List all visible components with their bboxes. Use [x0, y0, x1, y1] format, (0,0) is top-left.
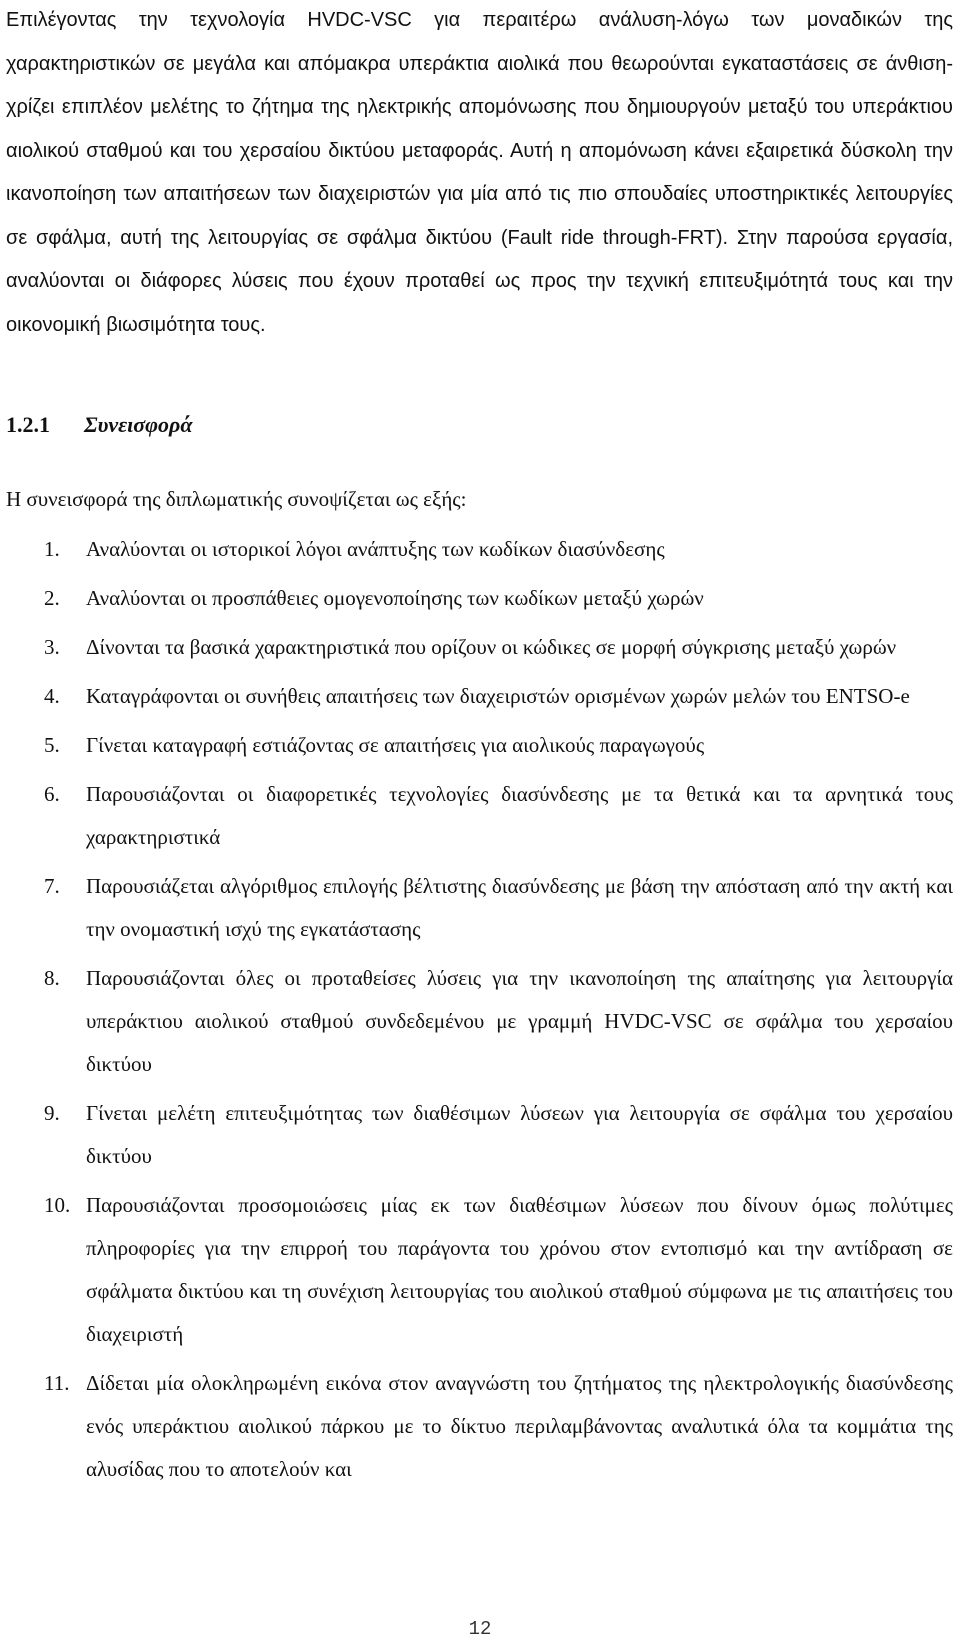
list-item-text: Δίνονται τα βασικά χαρακτηριστικά που ορίζουν οι κώδικες σε μορφή σύγκρισης μεταξύ χωρών	[86, 635, 897, 659]
list-item-text: Παρουσιάζονται οι διαφορετικές τεχνολογίες διασύνδεσης με τα θετικά και τα αρνητικά τους χαρακτηριστικά	[86, 782, 953, 849]
body-paragraph-block	[6, 0, 953, 347]
section-title: Συνεισφορά	[84, 412, 193, 437]
list-item-text: Δίδεται μία ολοκληρωμένη εικόνα στον αναγνώστη του ζητήματος της ηλεκτρολογικής διασύνδεσης ενός υπεράκτιου αιολικού πάρκου με το δίκτυο περιλαμβάνοντας αναλυτικά όλα τα κομμάτια της αλυσίδας που το αποτελούν και	[86, 1371, 953, 1481]
list-item	[6, 675, 953, 718]
list-item-number: 7.	[44, 874, 60, 898]
list-item-number: 4.	[44, 684, 60, 708]
list-item	[6, 773, 953, 859]
contribution-list	[6, 528, 953, 1497]
list-item-text: Αναλύονται οι ιστορικοί λόγοι ανάπτυξης των κωδίκων διασύνδεσης	[86, 537, 665, 561]
list-item	[6, 528, 953, 571]
list-item-number: 3.	[44, 635, 60, 659]
list-item-text: Γίνεται καταγραφή εστιάζοντας σε απαιτήσεις για αιολικούς παραγωγούς	[86, 733, 705, 757]
list-item-number: 6.	[44, 782, 60, 806]
list-item	[6, 1092, 953, 1178]
section-number: 1.2.1	[6, 412, 50, 437]
list-item-number: 9.	[44, 1101, 60, 1125]
list-item	[6, 626, 953, 669]
list-item-number: 1.	[44, 537, 60, 561]
list-item	[6, 1362, 953, 1491]
contribution-intro: Η συνεισφορά της διπλωματικής συνοψίζεται ως εξής:	[6, 487, 467, 511]
section-heading	[6, 410, 953, 440]
list-item-text: Καταγράφονται οι συνήθεις απαιτήσεις των διαχειριστών ορισμένων χωρών μελών του ENTSO-e	[86, 684, 910, 708]
list-item-number: 8.	[44, 966, 60, 990]
list-item-number: 2.	[44, 586, 60, 610]
list-item	[6, 577, 953, 620]
body-paragraph: Επιλέγοντας την τεχνολογία HVDC-VSC για περαιτέρω ανάλυση-λόγω των μοναδικών της χαρακτηριστικών σε μεγάλα και απόμακρα υπεράκτια αιολικά που θεωρούνται εγκαταστάσεις σε άνθιση-χρίζει επιπλέον μελέτης το ζήτημα της ηλεκτρικής απομόνωσης που δημιουργούν μεταξύ του υπεράκτιου αιολικού σταθμού και του χερσαίου δικτύου μεταφοράς. Αυτή η απομόνωση κάνει εξαιρετικά δύσκολη την ικανοποίηση των απαιτήσεων των διαχειριστών για μία από τις πιο σπουδαίες υποστηρικτικές λειτουργίες σε σφάλμα, αυτή της λειτουργίας σε σφάλμα δικτύου (Fault ride through-FRT). Στην παρούσα εργασία, αναλύονται οι διάφορες λύσεις που έχουν προταθεί ως προς την τεχνική επιτευξιμότητά τους και την οικονομική βιωσιμότητα τους.	[6, 9, 953, 336]
list-item-text: Παρουσιάζονται όλες οι προταθείσες λύσεις για την ικανοποίηση της απαίτησης για λειτουργία υπεράκτιου αιολικού σταθμού συνδεδεμένου με γραμμή HVDC-VSC σε σφάλμα του χερσαίου δικτύου	[86, 966, 953, 1076]
list-item	[6, 724, 953, 767]
list-item-number: 11.	[44, 1371, 70, 1395]
list-item	[6, 957, 953, 1086]
list-item-number: 5.	[44, 733, 60, 757]
list-item-text: Παρουσιάζονται προσομοιώσεις μίας εκ των διαθέσιμων λύσεων που δίνουν όμως πολύτιμες πληροφορίες για την επιρροή του παράγοντα του χρόνου στον εντοπισμό και την αντίδραση σε σφάλματα δικτύου και τη συνέχιση λειτουργίας του αιολικού σταθμού σύμφωνα με τις απαιτήσεις του διαχειριστή	[86, 1193, 953, 1346]
list-item-text: Αναλύονται οι προσπάθειες ομογενοποίησης των κωδίκων μεταξύ χωρών	[86, 586, 704, 610]
list-item	[6, 865, 953, 951]
page-number: 12	[468, 1618, 492, 1640]
list-item-number: 10.	[44, 1193, 71, 1217]
list-item-text: Παρουσιάζεται αλγόριθμος επιλογής βέλτιστης διασύνδεσης με βάση την απόσταση από την ακτή και την ονομαστική ισχύ της εγκατάστασης	[86, 874, 953, 941]
list-item	[6, 1184, 953, 1356]
list-item-text: Γίνεται μελέτη επιτευξιμότητας των διαθέσιμων λύσεων για λειτουργία σε σφάλμα του χερσαίου δικτύου	[86, 1101, 953, 1168]
